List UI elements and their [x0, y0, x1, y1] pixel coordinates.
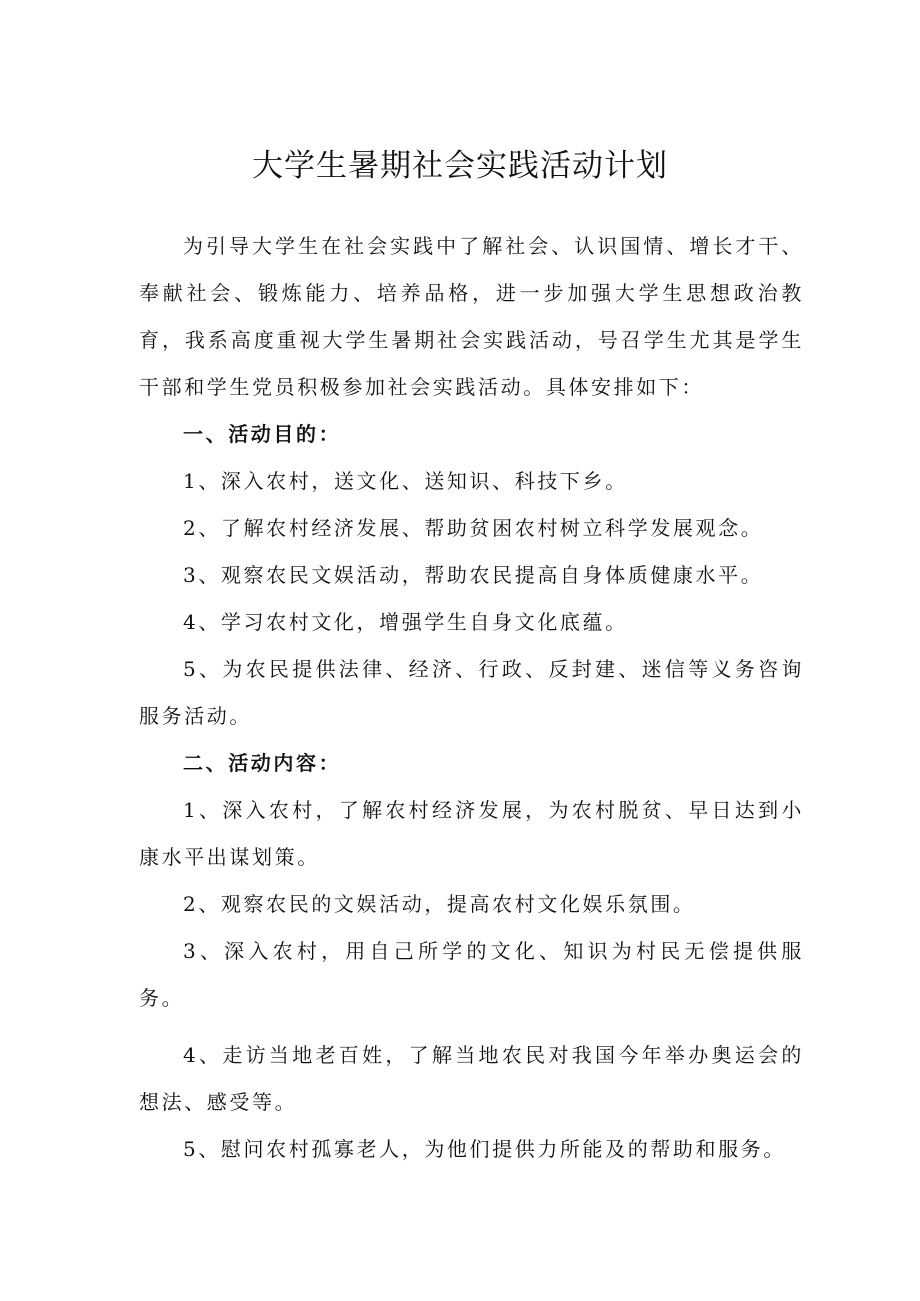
- list-item: 1、深入农村，送文化、送知识、科技下乡。: [183, 469, 628, 493]
- section-heading-purpose: 一、活动目的：: [183, 422, 342, 446]
- list-item: 3、观察农民文娱活动，帮助农民提高自身体质健康水平。: [183, 563, 764, 587]
- list-item: 4、走访当地老百姓，了解当地农民对我国今年举办奥运会的想法、感受等。: [139, 1043, 804, 1114]
- document-body: [139, 223, 804, 1173]
- list-item: 2、观察农民的文娱活动，提高农村文化娱乐氛围。: [183, 892, 696, 916]
- list-item: 1、深入农村，了解农村经济发展，为农村脱贫、早日达到小康水平出谋划策。: [139, 798, 804, 869]
- section-heading-content: 二、活动内容：: [183, 751, 342, 775]
- list-item: 5、慰问农村孤寡老人，为他们提供力所能及的帮助和服务。: [183, 1137, 786, 1161]
- list-item: 2、了解农村经济发展、帮助贫困农村树立科学发展观念。: [183, 516, 764, 540]
- list-item: 5、为农民提供法律、经济、行政、反封建、迷信等义务咨询服务活动。: [139, 657, 804, 728]
- intro-paragraph: 为引导大学生在社会实践中了解社会、认识国情、增长才干、奉献社会、锻炼能力、培养品格，进一步加强大学生思想政治教育，我系高度重视大学生暑期社会实践活动，号召学生尤其是学生干部和学生党员积极参加社会实践活动。具体安排如下：: [139, 234, 804, 399]
- list-item: 4、学习农村文化，增强学生自身文化底蕴。: [183, 610, 628, 634]
- page-title: 大学生暑期社会实践活动计划: [252, 148, 668, 184]
- list-item: 3、深入农村，用自己所学的文化、知识为村民无偿提供服务。: [139, 939, 804, 1010]
